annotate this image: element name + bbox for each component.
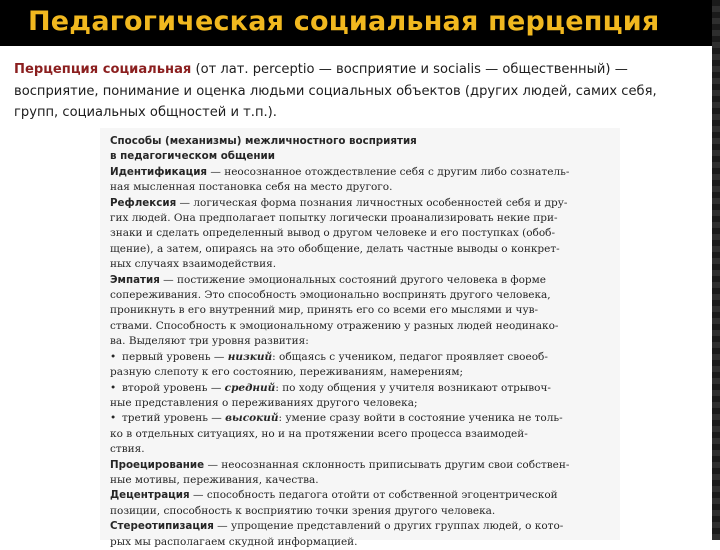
scan-line xyxy=(110,458,612,473)
scanned-book-page xyxy=(100,128,620,548)
intro-definition: (от лат. perceptio — восприятие и socialis — общественный) — восприятие, понимание и оценка людьми социальных объектов (других людей, самих себя, групп, социальных общностей и т.п.). xyxy=(14,62,657,120)
scan-text: ко в отдельных ситуациях, но и на протяжении всего процесса взаимодей- xyxy=(110,427,528,440)
scan-text: : по ходу общения у учителя возникают отрывоч- xyxy=(275,381,551,394)
scan-text: — логическая форма познания личностных особенностей себя и дру- xyxy=(176,196,568,209)
scan-text: ных случаях взаимодействия. xyxy=(110,258,277,271)
scan-level-name: средний xyxy=(224,381,276,394)
scan-term: Децентрация xyxy=(110,489,190,502)
scan-level-name: высокий xyxy=(225,412,279,425)
scan-line xyxy=(110,226,612,241)
scan-text: — способность педагога отойти от собственной эгоцентрической xyxy=(189,489,558,502)
scan-level-name: низкий xyxy=(227,350,273,363)
scan-line xyxy=(110,365,612,380)
scan-line xyxy=(110,180,612,195)
scan-line xyxy=(110,149,612,164)
scan-text: рых мы располагаем скудной информацией. xyxy=(110,535,358,548)
scan-line xyxy=(110,411,612,426)
scan-line xyxy=(110,303,612,318)
bullet-icon: • xyxy=(110,350,117,363)
scan-text: первый уровень — xyxy=(122,350,228,363)
scan-text: второй уровень — xyxy=(122,381,225,394)
scan-line xyxy=(110,165,612,180)
scan-line xyxy=(110,196,612,211)
scan-line xyxy=(110,381,612,396)
scan-text: : общаясь с учеником, педагог проявляет своеоб- xyxy=(272,350,548,363)
scan-text: ные представления о переживаниях другого человека; xyxy=(110,396,418,409)
scan-term: Эмпатия xyxy=(110,273,160,286)
scan-text: гих людей. Она предполагает попытку логически проанализировать некие при- xyxy=(110,212,558,225)
scan-text: — неосознанная склонность приписывать другим свои собствен- xyxy=(204,458,570,471)
intro-term: Перцепция социальная xyxy=(14,62,192,77)
scan-term: Проецирование xyxy=(110,458,205,471)
scan-line xyxy=(110,427,612,442)
scan-line xyxy=(110,396,612,411)
slide-title: Педагогическая социальная перцепция xyxy=(28,6,660,37)
scan-text: ва. Выделяют три уровня развития: xyxy=(110,335,309,348)
scan-line xyxy=(110,350,612,365)
intro-paragraph xyxy=(14,59,694,124)
scan-line xyxy=(110,535,612,550)
scan-text: третий уровень — xyxy=(122,412,226,425)
scan-text: — постижение эмоциональных состояний другого человека в форме xyxy=(159,273,546,286)
title-bar xyxy=(0,0,712,46)
scan-line xyxy=(110,334,612,349)
scan-text: позиции, способность к восприятию точки зрения другого человека. xyxy=(110,504,496,517)
scan-text: — неосознанное отождествление себя с другим либо сознатель- xyxy=(207,165,570,178)
scan-term: Рефлексия xyxy=(110,196,177,209)
scan-text: ствами. Способность к эмоциональному отражению у разных людей неодинако- xyxy=(110,319,559,332)
bullet-icon: • xyxy=(110,412,117,425)
scan-text: знаки и сделать определенный вывод о другом человеке и его поступках (обоб- xyxy=(110,227,556,240)
scan-term: Идентификация xyxy=(110,165,208,178)
scan-line xyxy=(110,319,612,334)
slide-edge-decoration xyxy=(712,0,720,540)
scan-text: ная мысленная постановка себя на место другого. xyxy=(110,181,393,194)
scan-text: разную слепоту к его состоянию, переживаниям, намерениям; xyxy=(110,366,464,379)
scan-line xyxy=(110,288,612,303)
scan-line xyxy=(110,519,612,534)
scan-text: : умение сразу войти в состояние ученика не толь- xyxy=(278,412,563,425)
scan-line xyxy=(110,442,612,457)
scan-text: проникнуть в его внутренний мир, принять его со всеми его мыслями и чув- xyxy=(110,304,539,317)
scanned-text-block xyxy=(110,134,612,550)
scan-term: Способы (механизмы) межличностного восприятия xyxy=(110,135,417,147)
scan-line xyxy=(110,273,612,288)
scan-line xyxy=(110,473,612,488)
scan-text: — упрощение представлений о других группах людей, о кото- xyxy=(213,520,564,533)
scan-term: Стереотипизация xyxy=(110,520,214,533)
scan-line xyxy=(110,257,612,272)
scan-text: щение), а затем, опираясь на это обобщение, делать частные выводы о конкрет- xyxy=(110,242,560,255)
scan-line xyxy=(110,134,612,149)
scan-text: сопереживания. Это способность эмоционально воспринять другого человека, xyxy=(110,289,551,302)
scan-line xyxy=(110,242,612,257)
scan-text: ные мотивы, переживания, качества. xyxy=(110,473,319,486)
scan-line xyxy=(110,211,612,226)
scan-line xyxy=(110,488,612,503)
scan-text: ствия. xyxy=(110,443,145,456)
scan-term: в педагогическом общении xyxy=(110,150,275,163)
scan-line xyxy=(110,504,612,519)
bullet-icon: • xyxy=(110,381,117,394)
